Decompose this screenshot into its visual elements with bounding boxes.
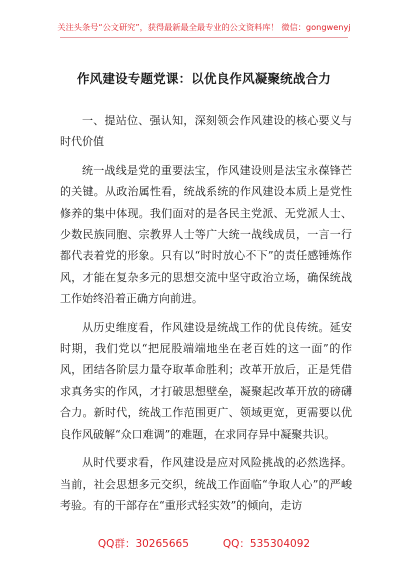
document-title: 作风建设专题党课：以优良作风凝聚统战合力: [76, 71, 331, 86]
document-body: [60, 110, 352, 523]
body-paragraph: 从历史维度看，作风建设是统战工作的优良传统。延安时期，我们党以“把屁股端端地坐在老百姓的这一面”的作风，团结各阶层力量夺取革命胜利；改革开放后，正是凭借求真务实的作风，才打破思想壁垒，凝聚起改革开放的磅礴合力。新时代，统战工作范围更广、领域更宽，更需要以优良作风破解“众口难调”的难题，在求同存异中凝聚共识。: [60, 320, 352, 441]
section-heading: 一、提站位、强认知，深刻领会作风建设的核心要义与时代价值: [60, 114, 352, 149]
header-banner: 关注头条号“公文研究”，获得最新最全最专业的公文资料库！ 微信：gongwenyj: [57, 22, 351, 32]
footer-qq: QQ：535304092: [222, 538, 311, 550]
footer-qq-group: QQ群：30265665: [97, 538, 189, 550]
header-divider: [60, 37, 348, 38]
footer-contact: [0, 536, 408, 551]
body-paragraph: 统一战线是党的重要法宝，作风建设则是法宝永葆锋芒的关键。从政治属性看，统战系统的作风建设本质上是党性修养的集中体现。我们面对的是各民主党派、无党派人士、少数民族同胞、宗教界人士等广大统一战线成员，一言一行都代表着党的形象。只有以“时时放心不下”的责任感锤炼作风，才能在复杂多元的思想交流中坚守政治立场，确保统战工作始终沿着正确方向前进。: [60, 163, 352, 306]
body-paragraph: 从时代要求看，作风建设是应对风险挑战的必然选择。当前，社会思想多元交织，统战工作面临“争取人心”的严峻考验。有的干部存在“重形式轻实效”的倾向，走访: [60, 456, 352, 512]
